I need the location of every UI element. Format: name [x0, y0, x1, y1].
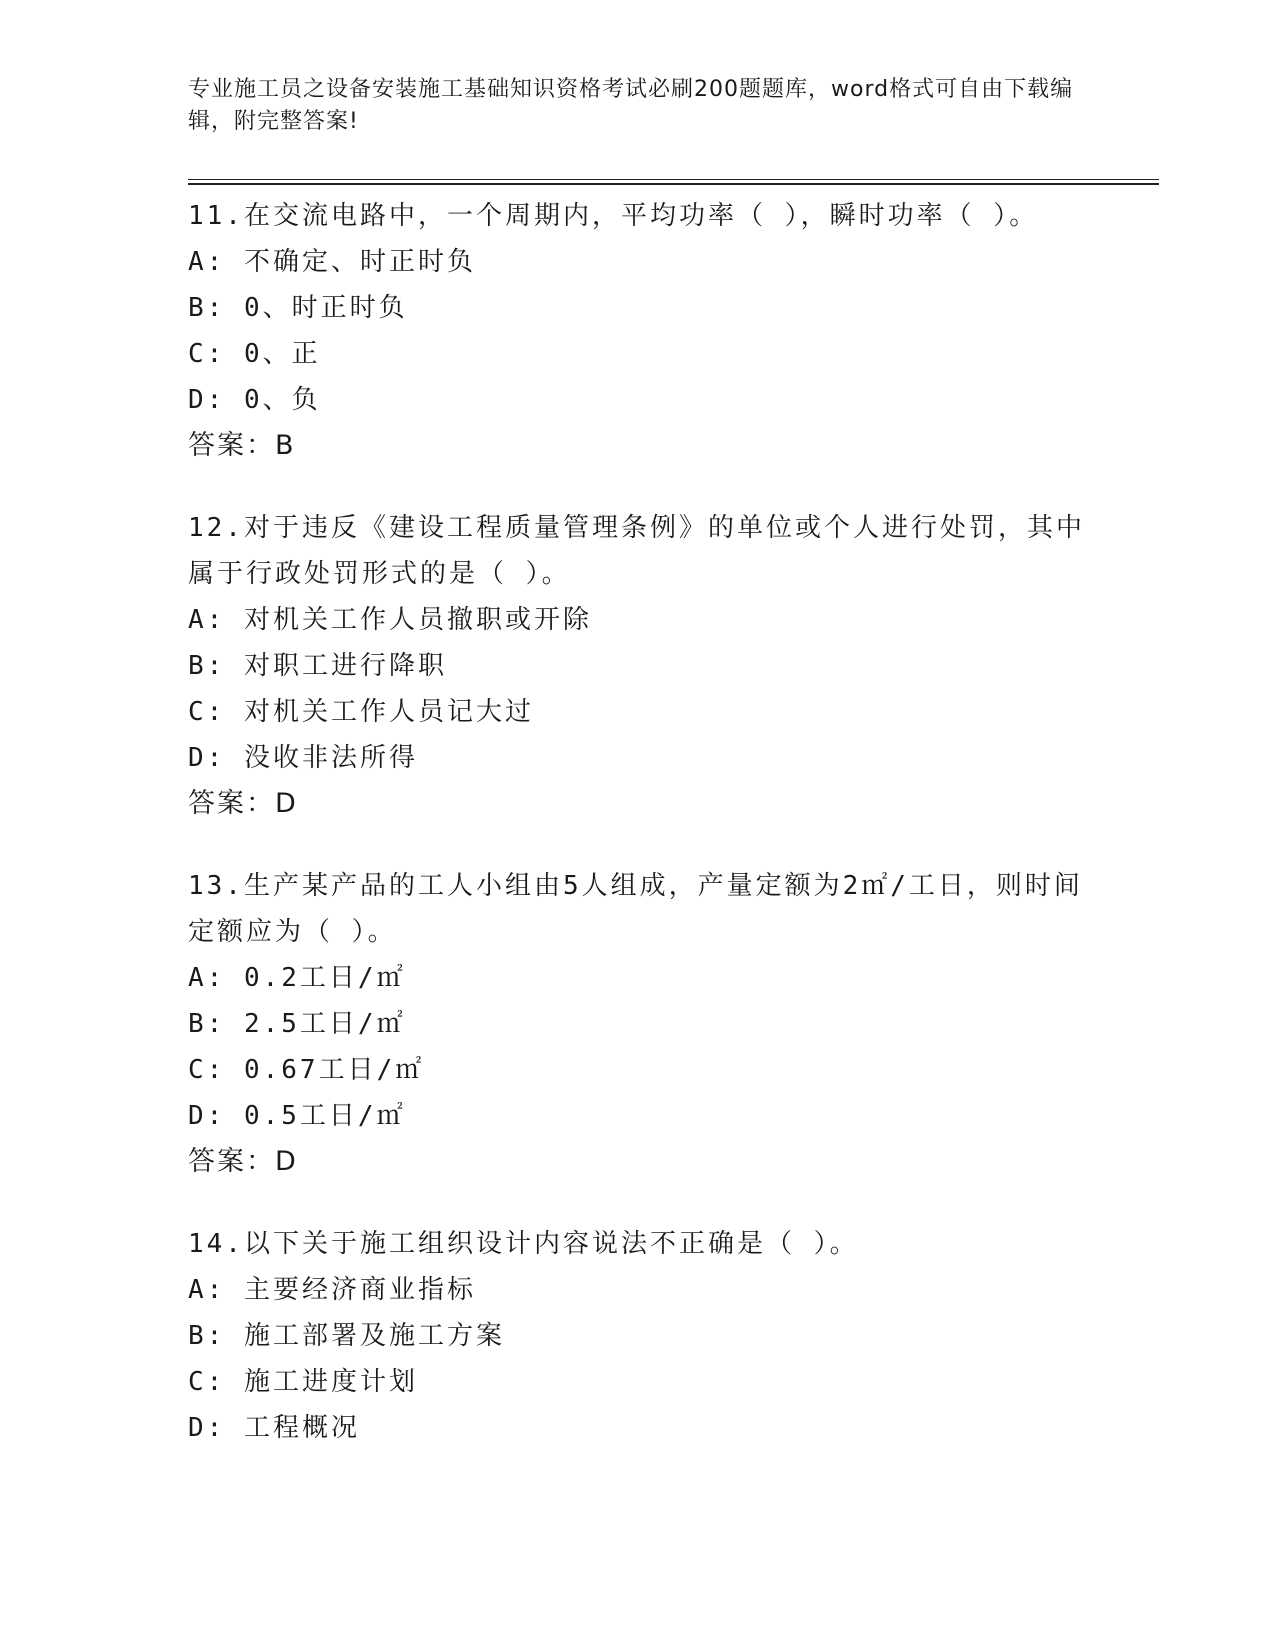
option-d: D: 没收非法所得: [188, 743, 418, 773]
option-d: D: 工程概况: [188, 1413, 360, 1443]
option-a: A: 不确定、时正时负: [188, 247, 476, 277]
option-c: C: 0、正: [188, 339, 321, 369]
option-a: A: 主要经济商业指标: [188, 1275, 476, 1305]
question-stem: 12.对于违反《建设工程质量管理条例》的单位或个人进行处罚，其中属于行政处罚形式的是（ ）。: [188, 513, 1085, 589]
question-stem: 14.以下关于施工组织设计内容说法不正确是（ ）。: [188, 1229, 859, 1259]
option-c: C: 施工进度计划: [188, 1367, 418, 1397]
question-12: [188, 505, 1138, 827]
option-c: C: 对机关工作人员记大过: [188, 697, 534, 727]
question-13: [188, 863, 1138, 1185]
option-d: D: 0、负: [188, 385, 321, 415]
answer-line: 答案：B: [188, 430, 296, 461]
option-b: B: 施工部署及施工方案: [188, 1321, 505, 1351]
document-header: 专业施工员之设备安装施工基础知识资格考试必刷200题题库，word格式可自由下载编辑，附完整答案!: [188, 77, 1074, 134]
question-stem: 11.在交流电路中，一个周期内，平均功率（ ），瞬时功率（ ）。: [188, 201, 1039, 231]
question-11: [188, 193, 1138, 469]
question-14: [188, 1221, 1138, 1451]
option-d: D: 0.5工日/㎡: [188, 1101, 406, 1131]
option-b: B: 2.5工日/㎡: [188, 1009, 406, 1039]
question-stem: 13.生产某产品的工人小组由5人组成，产量定额为2㎡/工日，则时间定额应为（ ）。: [188, 871, 1083, 947]
option-b: B: 对职工进行降职: [188, 651, 447, 681]
option-a: A: 0.2工日/㎡: [188, 963, 406, 993]
question-list: [188, 193, 1138, 1487]
header-divider-thick: [188, 183, 1159, 185]
option-b: B: 0、时正时负: [188, 293, 408, 323]
option-c: C: 0.67工日/㎡: [188, 1055, 425, 1085]
answer-line: 答案：D: [188, 788, 298, 819]
option-a: A: 对机关工作人员撤职或开除: [188, 605, 592, 635]
header-divider-thin: [188, 179, 1159, 180]
answer-line: 答案：D: [188, 1146, 298, 1177]
